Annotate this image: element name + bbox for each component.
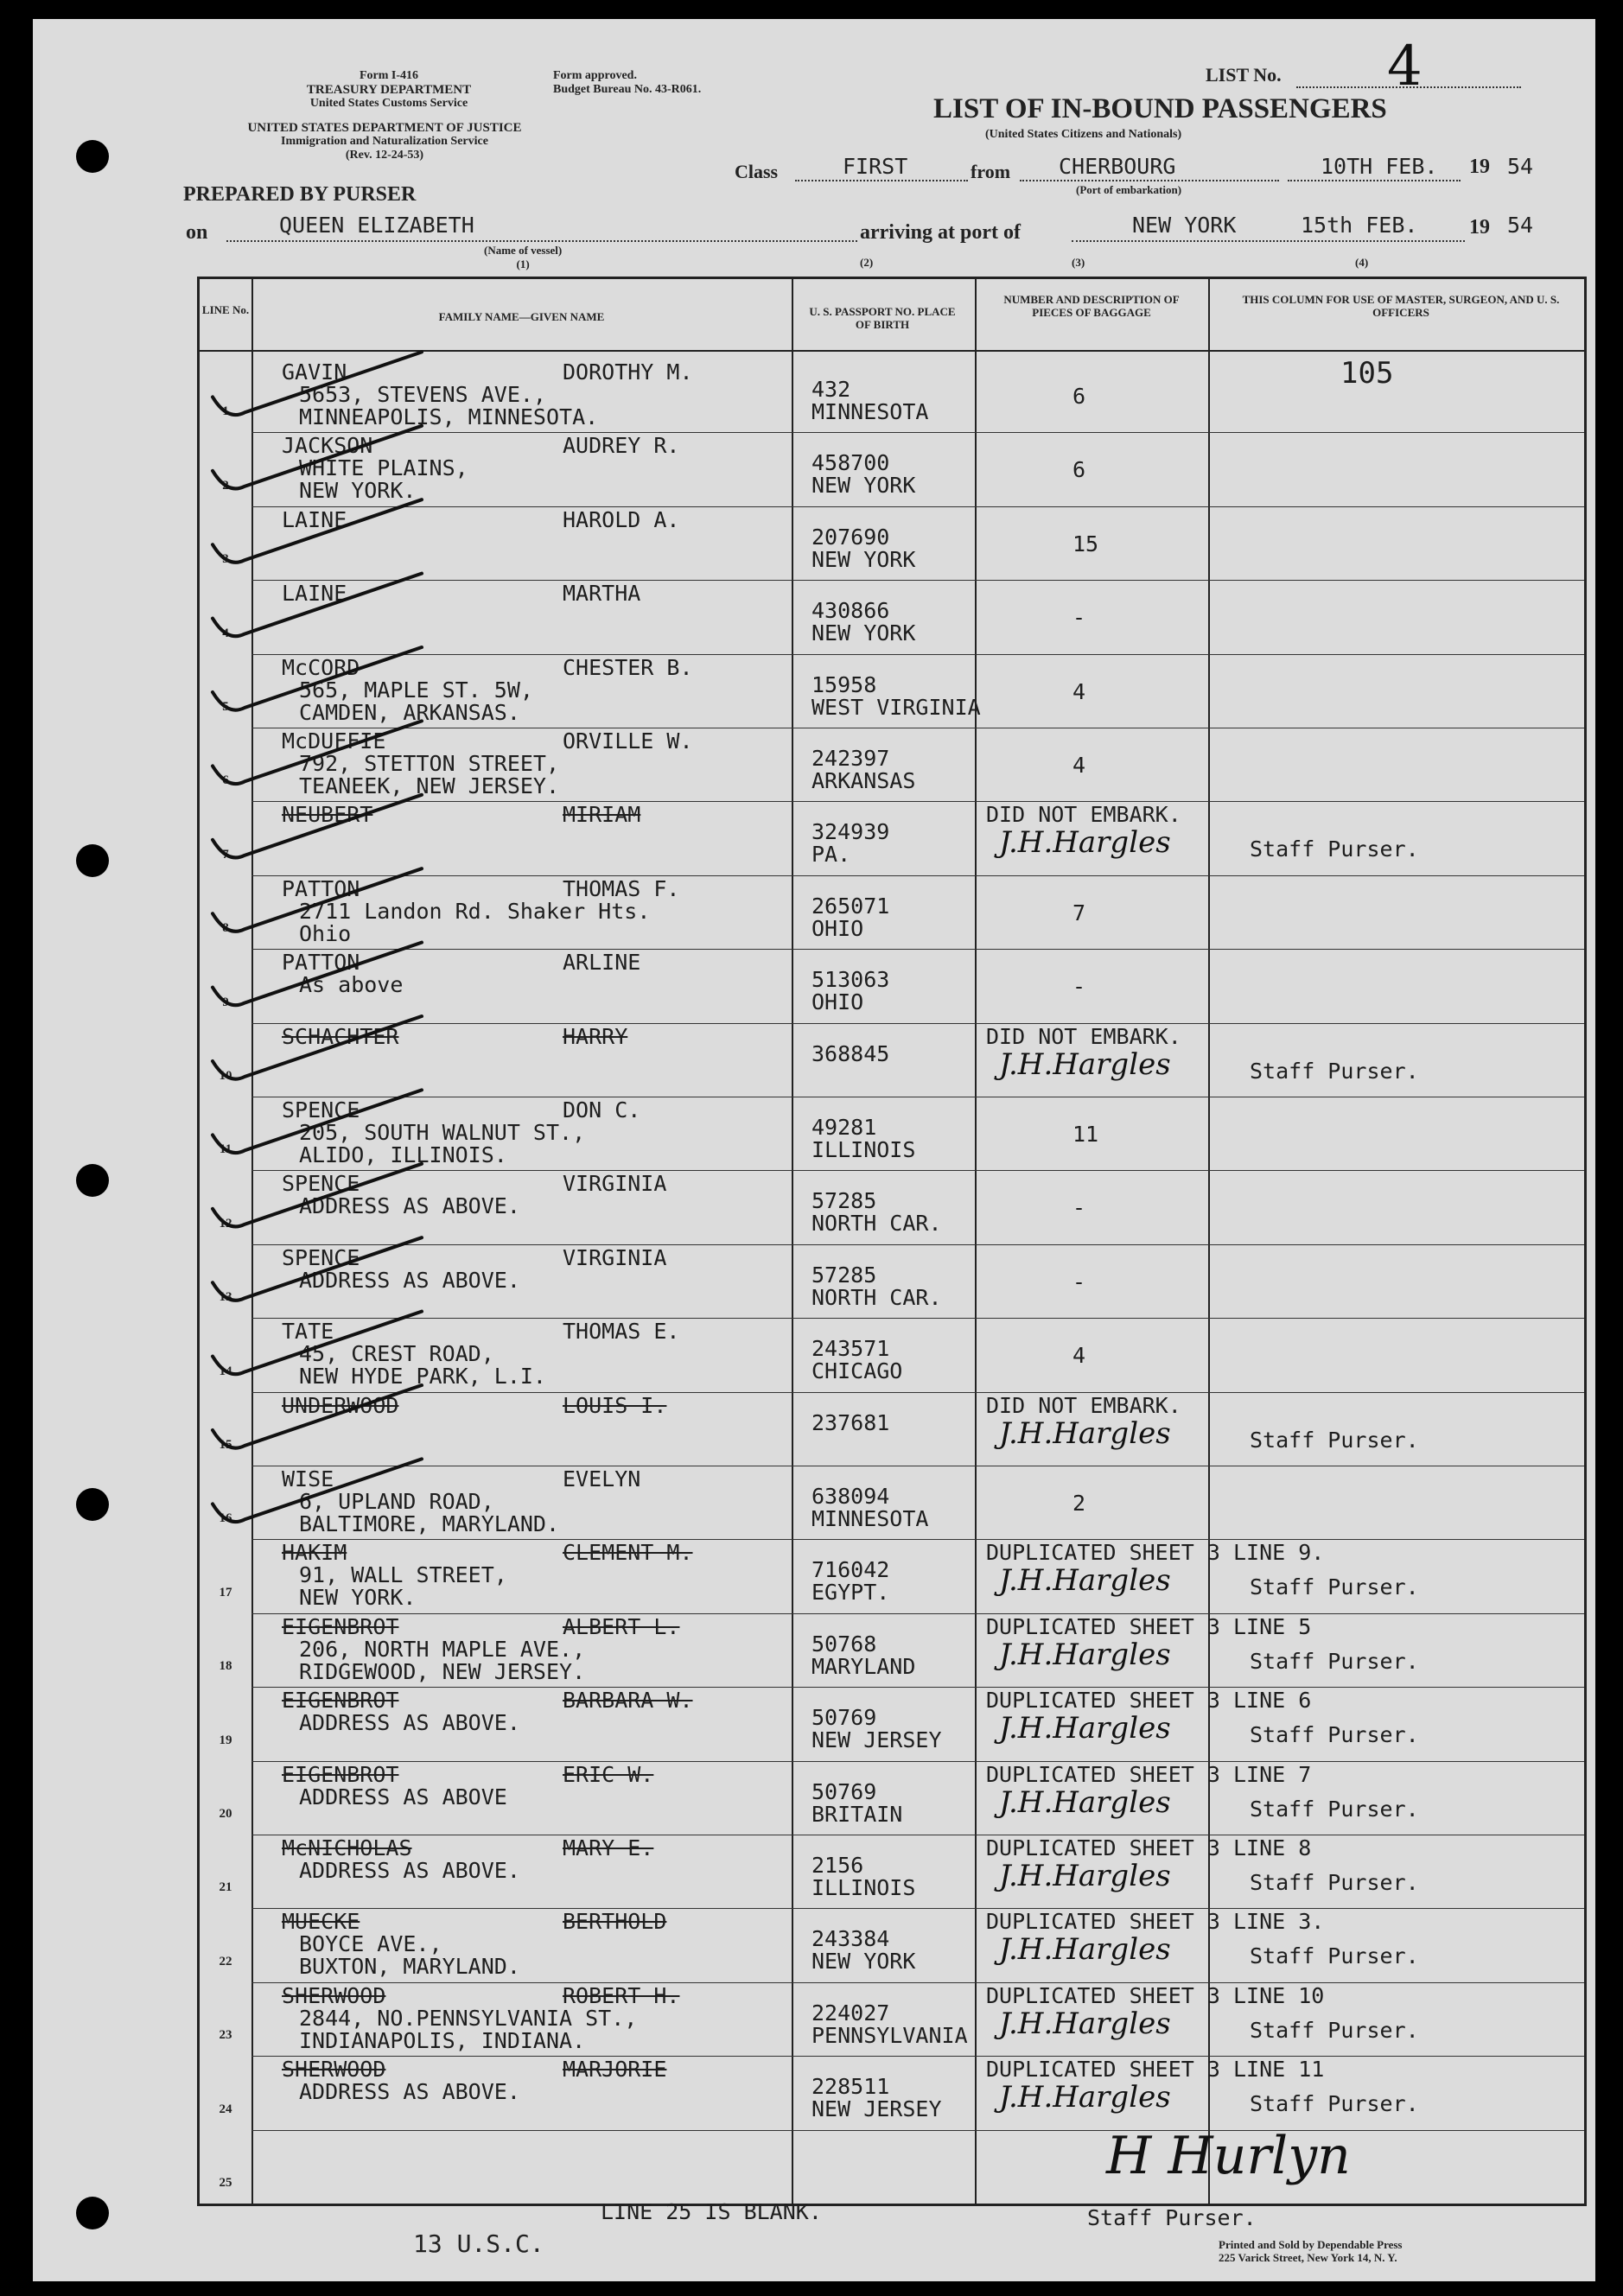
address-line-2: MINNEAPOLIS, MINNESOTA. bbox=[299, 404, 599, 429]
place-of-birth: MINNESOTA bbox=[812, 1506, 929, 1531]
address-line-2: INDIANAPOLIS, INDIANA. bbox=[299, 2027, 586, 2053]
address-line-1: ADDRESS AS ABOVE. bbox=[299, 1710, 520, 1736]
staff-purser-label: Staff Purser. bbox=[1250, 1648, 1419, 1674]
form-approved: Form approved. bbox=[553, 69, 637, 82]
passport-number: 265071 bbox=[812, 893, 890, 919]
place-of-birth: NEW YORK bbox=[812, 1949, 916, 1975]
remark-note: DUPLICATED SHEET 3 LINE 3. bbox=[986, 1909, 1325, 1935]
given-name: MARTHA bbox=[563, 581, 641, 607]
passport-number: 50769 bbox=[812, 1705, 877, 1731]
family-name: MUECKE bbox=[282, 1909, 360, 1935]
family-name: SPENCE bbox=[282, 1097, 360, 1123]
given-name: VIRGINIA bbox=[563, 1171, 667, 1197]
family-name: McDUFFIE bbox=[282, 728, 386, 754]
family-name: EIGENBROT bbox=[282, 1688, 399, 1714]
place-of-birth: NEW YORK bbox=[812, 473, 916, 499]
given-name: MARJORIE bbox=[563, 2057, 667, 2083]
given-name: ROBERT H. bbox=[563, 1982, 680, 2008]
family-name: SPENCE bbox=[282, 1244, 360, 1270]
staff-purser-label: Staff Purser. bbox=[1250, 1574, 1419, 1600]
place-of-birth: NORTH CAR. bbox=[812, 1211, 942, 1237]
given-name: DON C. bbox=[563, 1097, 641, 1123]
staff-purser-label: Staff Purser. bbox=[1250, 1943, 1419, 1969]
footer-code: 13 U.S.C. bbox=[413, 2229, 544, 2258]
purser-signature: J.H.Hargles bbox=[999, 1415, 1171, 1451]
family-name: SHERWOOD bbox=[282, 2057, 386, 2083]
family-name: LAINE bbox=[282, 581, 347, 607]
family-name: HAKIM bbox=[282, 1540, 347, 1566]
passport-number: 243571 bbox=[812, 1336, 890, 1362]
check-mark bbox=[213, 721, 422, 784]
line-number: 18 bbox=[219, 1659, 232, 1674]
given-name: CHESTER B. bbox=[563, 654, 693, 680]
family-name: NEUBERT bbox=[282, 802, 373, 828]
line-number: 5 bbox=[222, 699, 229, 714]
place-of-birth: BRITAIN bbox=[812, 1801, 903, 1827]
staff-purser-label: Staff Purser. bbox=[1250, 2017, 1419, 2043]
passport-number: 324939 bbox=[812, 819, 890, 845]
place-of-birth: OHIO bbox=[812, 989, 864, 1015]
family-name: GAVIN bbox=[282, 359, 347, 385]
col-header-baggage: NUMBER AND DESCRIPTION OF PIECES OF BAGGAGE bbox=[1003, 293, 1180, 319]
address-line-2: NEW HYDE PARK, L.I. bbox=[299, 1364, 546, 1390]
column-number-3: (3) bbox=[1072, 256, 1085, 269]
list-no-label: LIST No. bbox=[1206, 64, 1282, 86]
line-number: 14 bbox=[219, 1364, 232, 1378]
arriving-label: arriving at port of bbox=[860, 221, 1021, 244]
line-number: 22 bbox=[219, 1954, 232, 1968]
col-header-officers: THIS COLUMN FOR USE OF MASTER, SURGEON, AND U. S. OFFICERS bbox=[1242, 293, 1560, 319]
staff-purser-label: Staff Purser. bbox=[1250, 1870, 1419, 1895]
place-of-birth: MINNESOTA bbox=[812, 399, 929, 424]
address-line-2: CAMDEN, ARKANSAS. bbox=[299, 699, 520, 725]
purser-signature: J.H.Hargles bbox=[999, 1711, 1171, 1746]
family-name: EIGENBROT bbox=[282, 1613, 399, 1639]
given-name: VIRGINIA bbox=[563, 1244, 667, 1270]
remark-note: DUPLICATED SHEET 3 LINE 10 bbox=[986, 1982, 1325, 2008]
given-name: ALBERT L. bbox=[563, 1613, 680, 1639]
address-line-1: 205, SOUTH WALNUT ST., bbox=[299, 1120, 586, 1145]
list-no-value: 4 bbox=[1387, 35, 1423, 99]
line-number: 16 bbox=[219, 1511, 232, 1526]
passport-number: 237681 bbox=[812, 1409, 890, 1435]
family-name: PATTON bbox=[282, 950, 360, 976]
address-line-1: As above bbox=[299, 972, 404, 998]
check-mark bbox=[213, 1090, 422, 1153]
baggage-count: 4 bbox=[1072, 1343, 1086, 1369]
col-header-passport: U. S. PASSPORT NO. PLACE OF BIRTH bbox=[809, 305, 956, 331]
given-name: CLEMENT M. bbox=[563, 1540, 693, 1566]
address-line-2: RIDGEWOOD, NEW JERSEY. bbox=[299, 1658, 586, 1684]
given-name: THOMAS E. bbox=[563, 1319, 680, 1345]
passport-number: 57285 bbox=[812, 1262, 877, 1288]
address-line-1: 45, CREST ROAD, bbox=[299, 1341, 494, 1367]
passport-number: 15958 bbox=[812, 671, 877, 697]
baggage-count: - bbox=[1072, 1195, 1086, 1221]
address-line-2: BALTIMORE, MARYLAND. bbox=[299, 1511, 560, 1536]
blank-line-staff-purser: Staff Purser. bbox=[1087, 2205, 1257, 2230]
justice-department: UNITED STATES DEPARTMENT OF JUSTICE bbox=[247, 121, 522, 135]
passport-number: 207690 bbox=[812, 524, 890, 550]
printer-line-1: Printed and Sold by Dependable Press bbox=[1219, 2238, 1403, 2251]
remark-note: DUPLICATED SHEET 3 LINE 11 bbox=[986, 2057, 1325, 2083]
purser-signature: J.H.Hargles bbox=[999, 2080, 1171, 2115]
address-line-2: Ohio bbox=[299, 920, 352, 946]
master-signature: H Hurlyn bbox=[1106, 2126, 1351, 2186]
vessel-name: QUEEN ELIZABETH bbox=[279, 213, 474, 238]
budget-bureau: Budget Bureau No. 43-R061. bbox=[553, 83, 702, 96]
passport-number: 458700 bbox=[812, 450, 890, 476]
purser-signature: J.H.Hargles bbox=[999, 2006, 1171, 2041]
line-number: 10 bbox=[219, 1068, 232, 1083]
family-name: WISE bbox=[282, 1466, 334, 1491]
line-number: 2 bbox=[222, 478, 229, 493]
given-name: THOMAS F. bbox=[563, 875, 680, 901]
baggage-count: 7 bbox=[1072, 900, 1086, 925]
line-number: 12 bbox=[219, 1216, 232, 1231]
baggage-count: 11 bbox=[1072, 1122, 1099, 1147]
baggage-count: 4 bbox=[1072, 678, 1086, 704]
family-name: SCHACHTER bbox=[282, 1023, 399, 1049]
purser-signature: J.H.Hargles bbox=[999, 1637, 1171, 1672]
document-subtitle: (United States Citizens and Nationals) bbox=[985, 128, 1182, 141]
purser-signature: J.H.Hargles bbox=[999, 1563, 1171, 1599]
check-mark bbox=[213, 1237, 422, 1301]
remark-note: DUPLICATED SHEET 3 LINE 7 bbox=[986, 1761, 1312, 1787]
staff-purser-label: Staff Purser. bbox=[1250, 1796, 1419, 1822]
purser-signature: J.H.Hargles bbox=[999, 1859, 1171, 1893]
remark-note: DID NOT EMBARK. bbox=[986, 1392, 1181, 1418]
check-mark bbox=[213, 1164, 422, 1227]
place-of-birth: NEW JERSEY bbox=[812, 1727, 942, 1753]
address-line-1: 206, NORTH MAPLE AVE., bbox=[299, 1636, 586, 1662]
address-line-2: ALIDO, ILLINOIS. bbox=[299, 1142, 507, 1167]
staff-purser-label: Staff Purser. bbox=[1250, 836, 1419, 862]
place-of-birth: EGYPT. bbox=[812, 1580, 890, 1606]
prepared-by: PREPARED BY PURSER bbox=[183, 183, 417, 206]
passport-number: 638094 bbox=[812, 1484, 890, 1509]
from-label: from bbox=[971, 161, 1011, 182]
address-line-1: BOYCE AVE., bbox=[299, 1931, 442, 1957]
purser-signature: J.H.Hargles bbox=[999, 1784, 1171, 1820]
passport-number: 368845 bbox=[812, 1040, 890, 1066]
line-number: 3 bbox=[222, 552, 229, 567]
port-of-arrival: NEW YORK bbox=[1132, 213, 1237, 238]
check-mark bbox=[213, 352, 422, 415]
baggage-count: - bbox=[1072, 974, 1086, 1000]
check-mark bbox=[213, 647, 422, 710]
given-name: DOROTHY M. bbox=[563, 359, 693, 385]
passport-number: 228511 bbox=[812, 2074, 890, 2100]
passport-number: 57285 bbox=[812, 1188, 877, 1214]
given-name: ARLINE bbox=[563, 950, 641, 976]
passport-number: 430866 bbox=[812, 598, 890, 624]
family-name: PATTON bbox=[282, 875, 360, 901]
class-label: Class bbox=[735, 161, 779, 182]
given-name: MIRIAM bbox=[563, 802, 641, 828]
check-mark bbox=[213, 1016, 422, 1079]
given-name: AUDREY R. bbox=[563, 433, 680, 459]
passport-number: 49281 bbox=[812, 1115, 877, 1140]
place-of-birth: ILLINOIS bbox=[812, 1137, 916, 1162]
revision: (Rev. 12-24-53) bbox=[345, 149, 424, 162]
passport-number: 224027 bbox=[812, 2000, 890, 2026]
family-name: SHERWOOD bbox=[282, 1982, 386, 2008]
place-of-birth: PA. bbox=[812, 842, 851, 868]
family-name: McCORD bbox=[282, 654, 360, 680]
place-of-birth: NORTH CAR. bbox=[812, 1284, 942, 1310]
document-title: LIST OF IN-BOUND PASSENGERS bbox=[933, 93, 1387, 124]
staff-purser-label: Staff Purser. bbox=[1250, 1058, 1419, 1084]
staff-purser-label: Staff Purser. bbox=[1250, 1427, 1419, 1453]
remark-note: DUPLICATED SHEET 3 LINE 9. bbox=[986, 1540, 1325, 1566]
line-number: 7 bbox=[222, 847, 229, 862]
line-number: 25 bbox=[219, 2175, 232, 2190]
port-embark-caption: (Port of embarkation) bbox=[1076, 183, 1182, 196]
treasury-department: TREASURY DEPARTMENT bbox=[306, 83, 472, 97]
col-header-name: FAMILY NAME—GIVEN NAME bbox=[438, 310, 605, 323]
given-name: HAROLD A. bbox=[563, 506, 680, 532]
passport-number: 432 bbox=[812, 377, 851, 402]
line-number: 6 bbox=[222, 773, 229, 788]
embark-year-prefix: 19 bbox=[1469, 156, 1490, 178]
given-name: BARBARA W. bbox=[563, 1688, 693, 1714]
ins-service: Immigration and Naturalization Service bbox=[281, 135, 488, 148]
passport-number: 243384 bbox=[812, 1926, 890, 1952]
address-line-1: WHITE PLAINS, bbox=[299, 455, 468, 481]
address-line-1: 91, WALL STREET, bbox=[299, 1562, 507, 1588]
check-mark bbox=[213, 868, 422, 932]
check-mark bbox=[213, 574, 422, 637]
place-of-birth: ILLINOIS bbox=[812, 1875, 916, 1900]
check-mark bbox=[213, 426, 422, 489]
place-of-birth: NEW YORK bbox=[812, 546, 916, 572]
family-name: SPENCE bbox=[282, 1171, 360, 1197]
family-name: LAINE bbox=[282, 506, 347, 532]
address-line-1: ADDRESS AS ABOVE. bbox=[299, 1267, 520, 1293]
passport-number: 2156 bbox=[812, 1853, 864, 1878]
passport-number: 242397 bbox=[812, 746, 890, 771]
address-line-1: ADDRESS AS ABOVE. bbox=[299, 2079, 520, 2105]
given-name: ERIC W. bbox=[563, 1761, 654, 1787]
baggage-count: 4 bbox=[1072, 753, 1086, 778]
staff-purser-label: Staff Purser. bbox=[1250, 1722, 1419, 1748]
remark-note: DUPLICATED SHEET 3 LINE 6 bbox=[986, 1688, 1312, 1714]
customs-service: United States Customs Service bbox=[309, 97, 468, 110]
address-line-1: 5653, STEVENS AVE., bbox=[299, 382, 546, 407]
family-name: McNICHOLAS bbox=[282, 1835, 412, 1860]
line-number: 17 bbox=[219, 1585, 232, 1600]
line-number: 20 bbox=[219, 1806, 232, 1821]
staff-purser-label: Staff Purser. bbox=[1250, 2091, 1419, 2117]
address-line-2: BUXTON, MARYLAND. bbox=[299, 1954, 520, 1980]
address-line-2: NEW YORK. bbox=[299, 478, 417, 504]
place-of-birth: NEW JERSEY bbox=[812, 2096, 942, 2122]
embarkation-date: 10TH FEB. bbox=[1321, 154, 1438, 179]
given-name: HARRY bbox=[563, 1023, 628, 1049]
passport-number: 513063 bbox=[812, 967, 890, 993]
place-of-birth: OHIO bbox=[812, 915, 864, 941]
line-number: 1 bbox=[222, 404, 229, 419]
purser-signature: J.H.Hargles bbox=[999, 1932, 1171, 1968]
place-of-birth: PENNSYLVANIA bbox=[812, 2022, 968, 2048]
arrival-date: 15th FEB. bbox=[1301, 213, 1418, 238]
line-number: 21 bbox=[219, 1880, 232, 1895]
baggage-count: 6 bbox=[1072, 384, 1086, 409]
address-line-1: ADDRESS AS ABOVE. bbox=[299, 1193, 520, 1219]
place-of-birth: CHICAGO bbox=[812, 1358, 903, 1384]
line-number: 8 bbox=[222, 921, 229, 936]
remark-note: DUPLICATED SHEET 3 LINE 5 bbox=[986, 1613, 1312, 1639]
given-name: LOUIS I. bbox=[563, 1392, 667, 1418]
remark-note: DUPLICATED SHEET 3 LINE 8 bbox=[986, 1835, 1312, 1860]
officer-note: 105 bbox=[1340, 356, 1394, 391]
place-of-birth: WEST VIRGINIA bbox=[812, 694, 981, 720]
baggage-count: 15 bbox=[1072, 531, 1099, 557]
baggage-count: 2 bbox=[1072, 1491, 1086, 1516]
blank-line-note: LINE 25 IS BLANK. bbox=[601, 2199, 822, 2224]
printer-line-2: 225 Varick Street, New York 14, N. Y. bbox=[1219, 2251, 1397, 2264]
passport-number: 50768 bbox=[812, 1631, 877, 1657]
check-mark bbox=[213, 1312, 422, 1375]
passport-number: 716042 bbox=[812, 1557, 890, 1583]
address-line-1: 2711 Landon Rd. Shaker Hts. bbox=[299, 898, 651, 924]
line-number: 24 bbox=[219, 2102, 232, 2116]
place-of-birth: ARKANSAS bbox=[812, 768, 916, 793]
port-of-embarkation: CHERBOURG bbox=[1059, 154, 1176, 179]
address-line-1: ADDRESS AS ABOVE bbox=[299, 1784, 507, 1809]
check-mark bbox=[213, 795, 422, 858]
line-number: 19 bbox=[219, 1733, 232, 1747]
baggage-count: - bbox=[1072, 1269, 1086, 1294]
purser-signature: J.H.Hargles bbox=[999, 1046, 1171, 1082]
check-mark bbox=[213, 499, 422, 563]
check-mark bbox=[213, 1385, 422, 1448]
family-name: UNDERWOOD bbox=[282, 1392, 399, 1418]
check-mark bbox=[213, 1459, 422, 1522]
given-name: EVELYN bbox=[563, 1466, 641, 1491]
embark-year: 54 bbox=[1507, 154, 1534, 179]
arrival-year-prefix: 19 bbox=[1469, 216, 1490, 239]
purser-signature: J.H.Hargles bbox=[999, 825, 1171, 861]
line-number: 15 bbox=[219, 1437, 232, 1452]
form-number: Form I-416 bbox=[359, 69, 419, 82]
address-line-1: ADDRESS AS ABOVE. bbox=[299, 1858, 520, 1883]
remark-note: DID NOT EMBARK. bbox=[986, 1023, 1181, 1049]
vessel-caption-text: (Name of vessel) bbox=[484, 244, 563, 257]
address-line-1: 2844, NO.PENNSYLVANIA ST., bbox=[299, 2005, 638, 2031]
vessel-caption-number: (1) bbox=[516, 258, 530, 270]
given-name: BERTHOLD bbox=[563, 1909, 667, 1935]
line-number: 11 bbox=[219, 1142, 232, 1157]
address-line-2: TEANEEK, NEW JERSEY. bbox=[299, 773, 560, 798]
on-label: on bbox=[186, 221, 208, 244]
baggage-count: - bbox=[1072, 605, 1086, 631]
col-header-line-no: LINE No. bbox=[201, 303, 250, 316]
line-number: 4 bbox=[222, 626, 229, 640]
place-of-birth: MARYLAND bbox=[812, 1653, 916, 1679]
address-line-2: NEW YORK. bbox=[299, 1585, 417, 1611]
address-line-1: 6, UPLAND ROAD, bbox=[299, 1489, 494, 1514]
check-mark bbox=[213, 943, 422, 1006]
family-name: TATE bbox=[282, 1319, 334, 1345]
baggage-count: 6 bbox=[1072, 457, 1086, 483]
family-name: EIGENBROT bbox=[282, 1761, 399, 1787]
class-value: FIRST bbox=[843, 154, 908, 179]
line-number: 13 bbox=[219, 1290, 232, 1305]
given-name: ORVILLE W. bbox=[563, 728, 693, 754]
address-line-1: 792, STETTON STREET, bbox=[299, 751, 560, 776]
address-line-1: 565, MAPLE ST. 5W, bbox=[299, 677, 533, 703]
line-number: 9 bbox=[222, 995, 229, 1009]
passport-number: 50769 bbox=[812, 1778, 877, 1804]
column-number-4: (4) bbox=[1355, 256, 1369, 269]
remark-note: DID NOT EMBARK. bbox=[986, 802, 1181, 828]
column-number-2: (2) bbox=[860, 256, 874, 269]
place-of-birth: NEW YORK bbox=[812, 620, 916, 646]
given-name: MARY E. bbox=[563, 1835, 654, 1860]
family-name: JACKSON bbox=[282, 433, 373, 459]
arrival-year: 54 bbox=[1507, 213, 1534, 238]
line-number: 23 bbox=[219, 2028, 232, 2043]
